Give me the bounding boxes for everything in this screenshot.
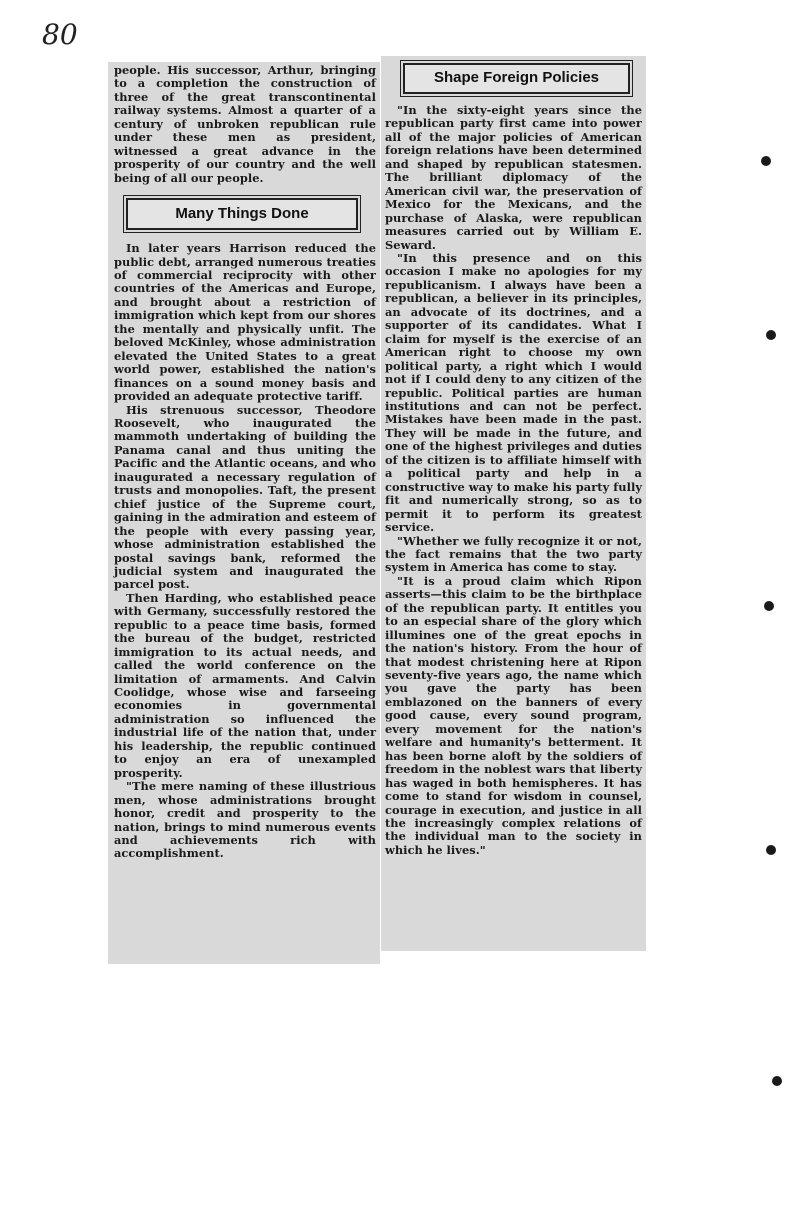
punch-hole	[766, 330, 776, 340]
paragraph-ripon: "It is a proud claim which Ripon asserts—this claim to be the birthplace of the republican party. It entitles you to an especial share of the glory which illumines one of the great epochs in the nation's history. From the hour of that modest christening here at Ripon seventy-five years ago, the name which you gave the party has been emblazoned on the banners of every good cause, every sound program, every movement for the nation's welfare and humanity's betterment. It has been borne aloft by the soldiers of freedom in the noblest wars that liberty has waged in both hemispheres. It has come to stand for wisdom in counsel, courage in execution, and justice in all the increasingly complex relations of the individual man to the society in which he lives."	[385, 573, 642, 857]
paragraph-no-apologies: "In this presence and on this occasion I make no apologies for my republicanism. I always have been a republican, a believer in its principles, an advocate of its doctrines, and a supporter of its candidates. What I claim for myself is the exercise of an American right to choose my own political party, a right which I would not if I could deny to any citizen of the republic. Political parties are human institutions and can not be perfect. Mistakes have been made in the past. They will be made in the future, and one of the highest privileges and duties of the citizen is to affiliate himself with a political party and help in a constructive way to make his party fully fit and numerically strong, so as to permit it to perform its greatest service.	[385, 250, 642, 535]
heading-many-things-done: Many Things Done	[126, 198, 358, 230]
punch-hole	[761, 156, 771, 166]
paragraph-roosevelt: His strenuous successor, Theodore Roosevelt, who inaugurated the mammoth undertaking of building the Panama canal and thus uniting the Pacific and the Atlantic oceans, and who inaugurated a necessary regulation of trusts and monopolies. Taft, the present chief justice of the Supreme court, gaining in the admiration and esteem of the people with every passing year, whose administration established the postal savings bank, reformed the judicial system and inaugurated the parcel post.	[114, 402, 376, 592]
paragraph-sixty-eight-years: "In the sixty-eight years since the republican party first came into power all of the major policies of American foreign relations have been determined and shaped by republican statesmen. The brilliant diplomacy of the American civil war, the preservation of Mexico for the Mexicans, and the purchase of Alaska, were republican measures carried out by William E. Seward.	[385, 103, 642, 252]
punch-hole	[772, 1076, 782, 1086]
paragraph-naming: "The mere naming of these illustrious men, whose administrations brought honor, credit and prosperity to the nation, brings to mind numerous events and achievements rich with accomplishment.	[114, 779, 376, 861]
clipping-right-column	[381, 56, 646, 951]
clipping-left-column	[108, 62, 380, 964]
paragraph-harrison: In later years Harrison reduced the public debt, arranged numerous treaties of commercial reciprocity with other countries of the Americas and Europe, and brought about a restriction of immigration which kept from our shores the mentally and physically unfit. The beloved McKinley, whose administration elevated the United States to a great world power, established the nation's finances on a sound money basis and provided an adequate protective tariff.	[114, 241, 376, 404]
heading-shape-foreign-policies: Shape Foreign Policies	[403, 63, 630, 94]
paragraph-intro: people. His successor, Arthur, bringing to a completion the construction of three of the great transcontinental railway systems. Almost a quarter of a century of unbroken republican rule under these men as president, witnessed a great advance in the prosperity of our country and the well being of all our people.	[114, 63, 376, 185]
paragraph-two-party: "Whether we fully recognize it or not, the fact remains that the two party system in America has come to stay.	[385, 533, 642, 575]
punch-hole	[766, 845, 776, 855]
page-number: 80	[42, 18, 78, 51]
punch-hole	[764, 601, 774, 611]
paragraph-harding: Then Harding, who established peace with Germany, successfully restored the republic to a peace time basis, formed the bureau of the budget, restricted immigration to its actual needs, and called the world conference on the limitation of armaments. And Calvin Coolidge, whose wise and farseeing economies in governmental administration so influenced the industrial life of the nation that, under his leadership, the republic continued to enjoy an era of unexampled prosperity.	[114, 590, 376, 780]
